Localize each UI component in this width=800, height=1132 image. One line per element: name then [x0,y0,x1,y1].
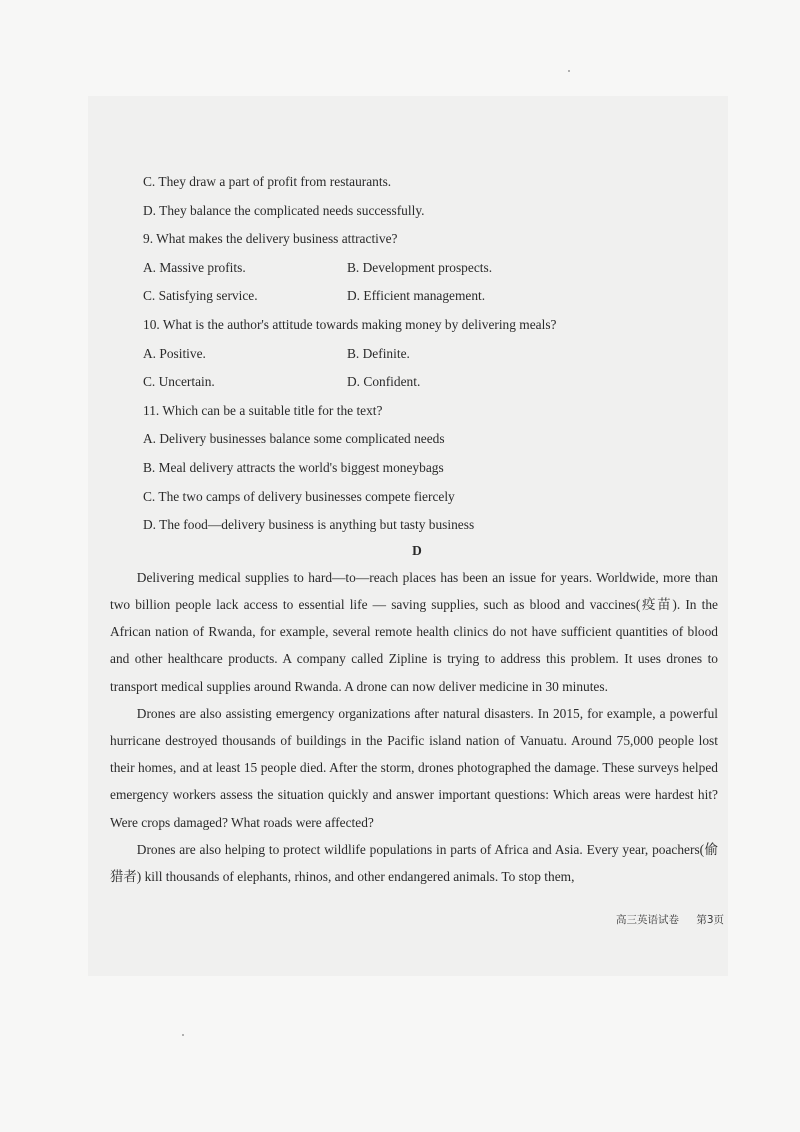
scan-speck [182,1034,184,1036]
question-9 [110,225,718,254]
option-pair [110,340,718,369]
option-text: Massive profits. [159,259,246,275]
option-text: Definite. [362,345,410,361]
option-label: B. [347,259,360,275]
option-label: A. [143,259,157,275]
option-pair [110,368,718,397]
option-text: Positive. [159,345,206,361]
option-label: C. [143,374,156,390]
section-title: D [412,542,422,558]
option-line [110,483,718,512]
option-label: D. [347,288,361,304]
scan-speck [568,70,570,72]
option-text: They draw a part of profit from restaurants. [158,174,392,189]
option-label: D. [143,517,157,533]
question-text: Which can be a suitable title for the text? [162,402,383,418]
question-11 [110,397,718,426]
option-label: A. [143,431,157,447]
option-line [110,454,718,483]
option-left [143,340,206,369]
option-label: A. [143,345,157,361]
option-text: Satisfying service. [158,288,258,304]
option-label: B. [143,459,156,475]
option-line [110,425,718,454]
option-text: Development prospects. [362,259,493,275]
option-right [347,282,485,311]
option-text: The food—delivery business is anything but tasty business [159,517,475,533]
page-footer [616,912,724,927]
option-text: Efficient management. [363,288,486,304]
passage-paragraph: Drones are also assisting emergency organizations after natural disasters. In 2015, for example, a powerful hurricane destroyed thousands of buildings in the Pacific island nation of Vanuatu. Around 75,000 people lost their homes, and at least 15 people died. After the storm, drones photographed the damage. These surveys helped emergency workers assess the situation quickly and answer important questions: Which areas were hardest hit? Were crops damaged? What roads were affected? [110,705,718,830]
question-number: 11. [143,402,160,418]
option-right [347,340,410,369]
option-label: B. [347,345,360,361]
option-text: Confident. [363,374,421,390]
option-right [347,368,420,397]
question-number: 10. [143,316,160,332]
option-line [110,197,718,226]
option-text: Delivery businesses balance some complicated needs [159,431,445,447]
passage-paragraph: Delivering medical supplies to hard—to—reach places has been an issue for years. Worldwide, more than two billion people lack access to essential life — saving supplies, such as blood and vaccines(疫苗). In the African nation of Rwanda, for example, several remote health clinics do not have sufficient quantities of blood and other healthcare products. A company called Zipline is trying to address this problem. It uses drones to transport medical supplies around Rwanda. A drone can now deliver medicine in 30 minutes. [110,569,718,694]
option-line [110,168,718,197]
option-label: D. [347,374,361,390]
option-label: C. [143,488,156,504]
option-right [347,254,492,283]
option-left [143,368,215,397]
option-left [143,254,246,283]
option-line [110,511,718,540]
question-content [110,168,718,890]
passage-paragraph: Drones are also helping to protect wildlife populations in parts of Africa and Asia. Every year, poachers(偷猎者) kill thousands of elephants, rhinos, and other endangered animals. To stop them, [110,841,718,884]
option-label: C. [143,174,156,189]
option-text: Meal delivery attracts the world's biggest moneybags [158,459,444,475]
question-10 [110,311,718,340]
page-number: 第3页 [696,914,725,926]
option-left [143,282,258,311]
option-text: They balance the complicated needs successfully. [159,202,425,218]
option-label: D. [143,202,157,218]
question-text: What makes the delivery business attractive? [156,231,398,247]
exam-name: 高三英语试卷 [616,914,679,926]
option-label: C. [143,288,156,304]
option-pair [110,282,718,311]
question-number: 9. [143,231,154,247]
reading-passage [110,564,718,890]
option-text: The two camps of delivery businesses compete fiercely [158,488,455,504]
option-pair [110,254,718,283]
question-text: What is the author's attitude towards making money by delivering meals? [162,316,557,332]
option-text: Uncertain. [158,374,215,390]
